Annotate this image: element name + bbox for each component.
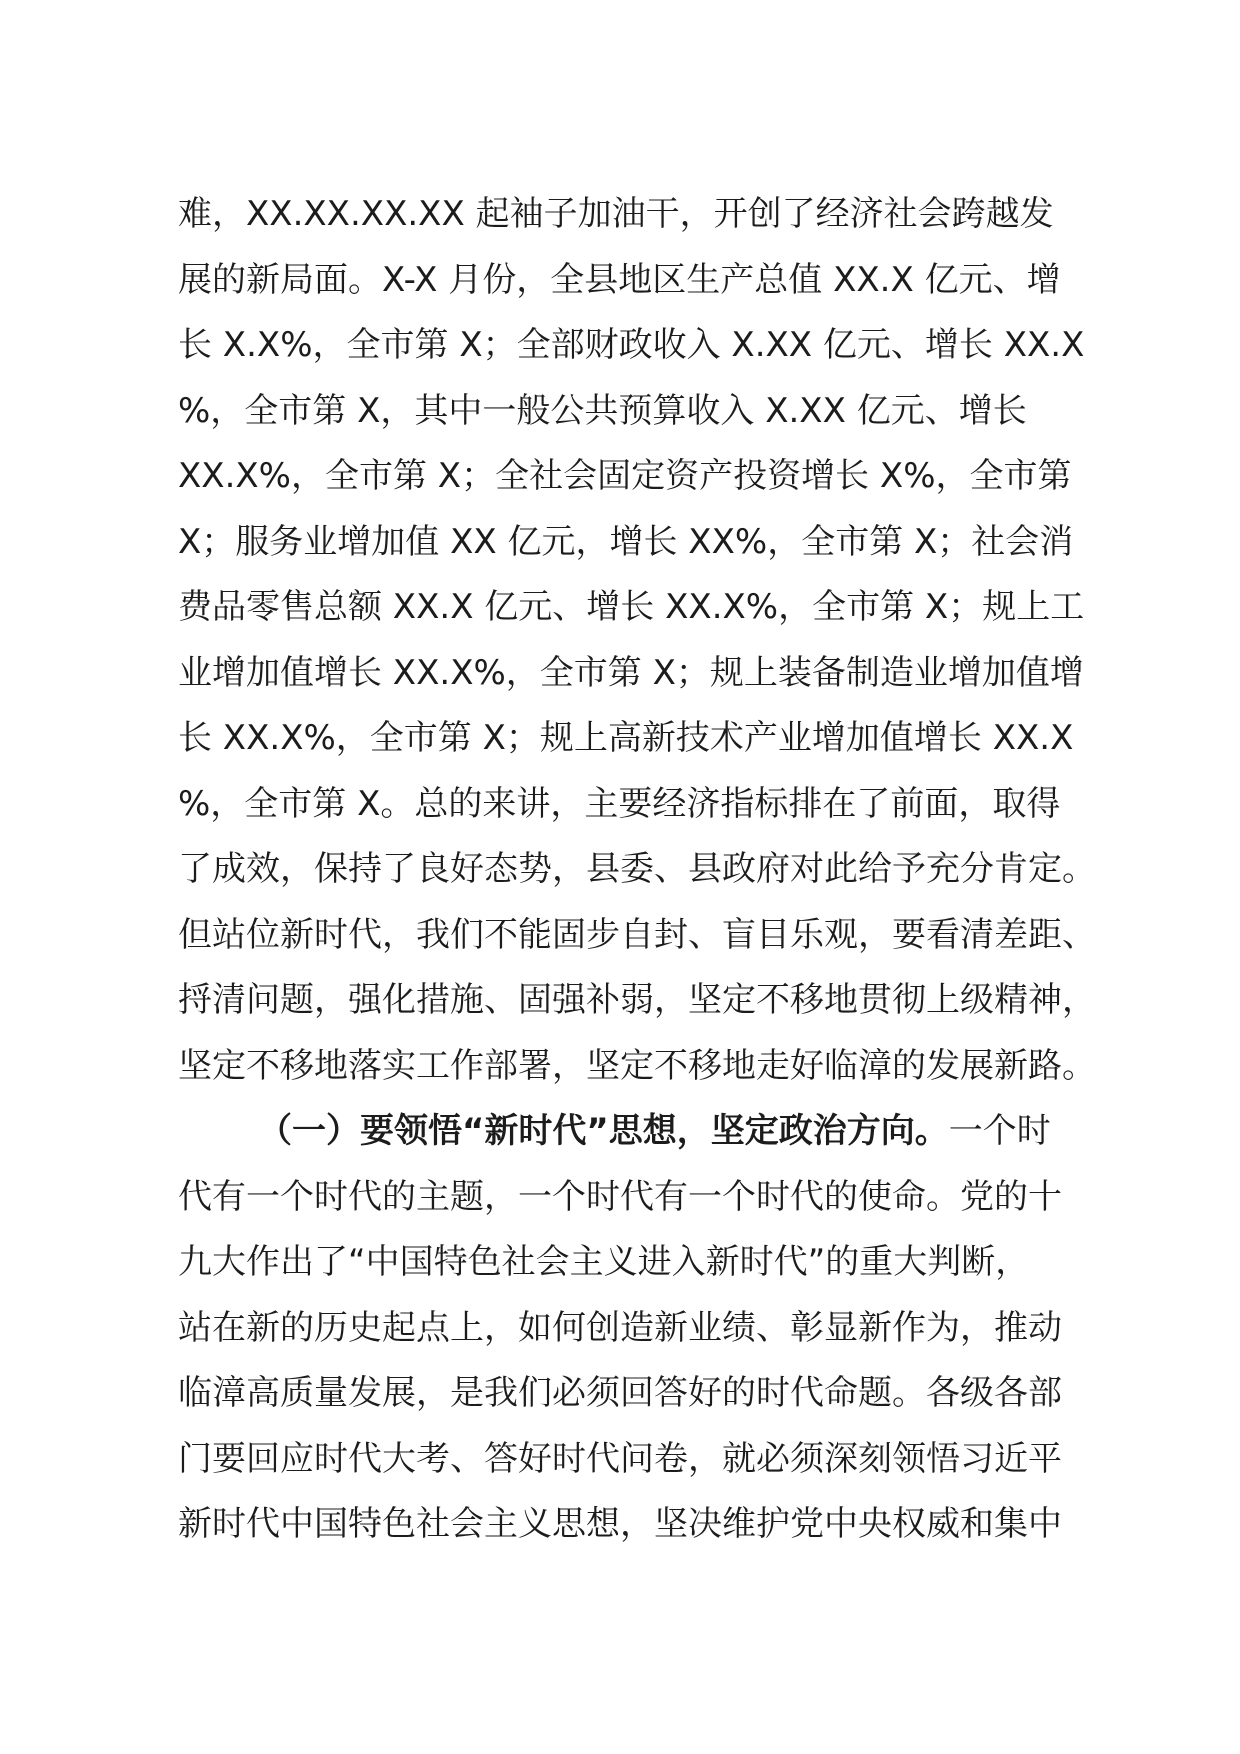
text-line: 了成效，保持了良好态势，县委、县政府对此给予充分肯定。 xyxy=(178,849,1096,889)
text-line: 费品零售总额 XX.X 亿元、增长 XX.X%，全市第 X；规上工 xyxy=(178,587,1085,627)
document-body xyxy=(178,182,1096,1558)
text-line: 长 X.X%，全市第 X；全部财政收入 X.XX 亿元、增长 XX.X xyxy=(178,325,1085,365)
text-line: 临漳高质量发展，是我们必须回答好的时代命题。各级各部 xyxy=(178,1373,1062,1413)
text-line: 坚定不移地落实工作部署，坚定不移地走好临漳的发展新路。 xyxy=(178,1045,1096,1086)
text-line: XX.X%，全市第 X；全社会固定资产投资增长 X%，全市第 xyxy=(178,456,1072,496)
text-line: 但站位新时代，我们不能固步自封、盲目乐观，要看清差距、 xyxy=(178,914,1096,955)
text-line: 展的新局面。X-X 月份，全县地区生产总值 XX.X 亿元、增 xyxy=(178,259,1061,300)
text-line: 业增加值增长 XX.X%，全市第 X；规上装备制造业增加值增 xyxy=(178,652,1084,693)
text-line: 难，XX.XX.XX.XX 起袖子加油干，开创了经济社会跨越发 xyxy=(178,194,1054,234)
text-line: 门要回应时代大考、答好时代问卷，就必须深刻领悟习近平 xyxy=(178,1438,1062,1479)
section-heading-line xyxy=(178,1099,1078,1165)
text-line: X；服务业增加值 XX 亿元，增长 XX%，全市第 X；社会消 xyxy=(178,521,1074,562)
text-line: 捋清问题，强化措施、固强补弱，坚定不移地贯彻上级精神， xyxy=(178,980,1096,1020)
text-line: %，全市第 X，其中一般公共预算收入 X.XX 亿元、增长 xyxy=(178,390,1027,431)
section-heading-tail: 一个时 xyxy=(948,1111,1051,1151)
text-line: 新时代中国特色社会主义思想，坚决维护党中央权威和集中 xyxy=(178,1504,1062,1544)
text-line: 九大作出了“中国特色社会主义进入新时代”的重大判断， xyxy=(178,1242,1030,1282)
text-line: 长 XX.X%，全市第 X；规上高新技术产业增加值增长 XX.X xyxy=(178,718,1074,758)
text-line: %，全市第 X。总的来讲，主要经济指标排在了前面，取得 xyxy=(178,783,1061,824)
text-line: 代有一个时代的主题，一个时代有一个时代的使命。党的十 xyxy=(178,1176,1062,1217)
section-heading: （一）要领悟“新时代”思想，坚定政治方向。 xyxy=(258,1111,949,1151)
text-line: 站在新的历史起点上，如何创造新业绩、彰显新作为，推动 xyxy=(178,1307,1062,1348)
